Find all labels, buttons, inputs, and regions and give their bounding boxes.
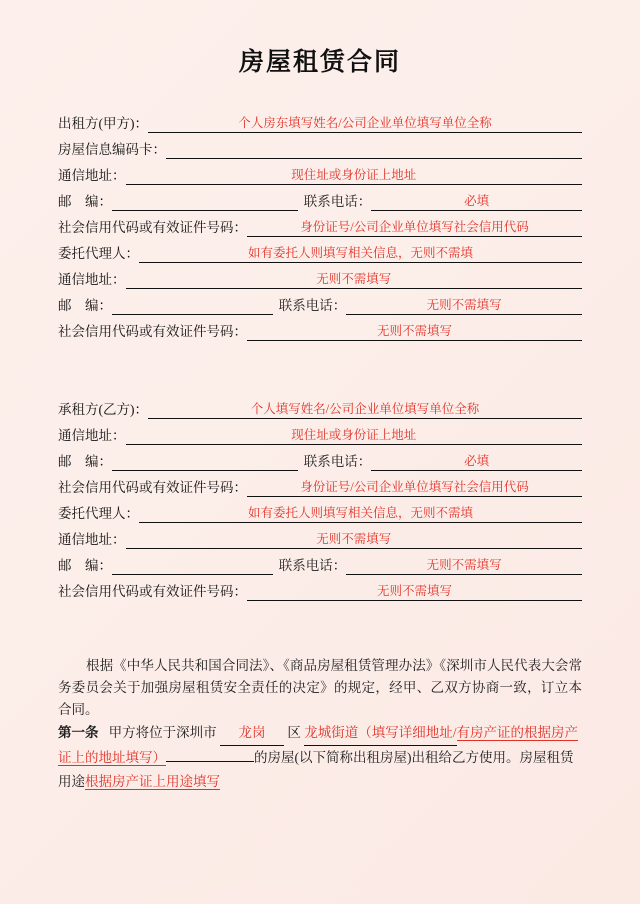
section-spacer xyxy=(58,348,582,374)
preamble-paragraph: 根据《中华人民共和国合同法》、《商品房屋租赁管理办法》《深圳市人民代表大会常务委员会关于加强房屋租赁安全责任的决定》的规定，经甲、乙双方协商一致，订立本合同。 xyxy=(58,658,582,717)
field-row-lessor-agent-address xyxy=(58,270,582,289)
field-label: 通信地址： xyxy=(58,428,126,443)
field-value-phone[interactable]: 无则不需填写 xyxy=(346,297,582,315)
field-value-postcode[interactable] xyxy=(112,209,298,211)
field-label: 邮 编： xyxy=(58,194,112,209)
field-row-lessor-agent xyxy=(58,244,582,263)
article-text-1: 甲方将位于深圳市 xyxy=(108,725,217,740)
lessee-section xyxy=(58,400,582,601)
field-value[interactable]: 个人房东填写姓名/公司企业单位填写单位全称 xyxy=(148,115,582,133)
field-value-phone[interactable]: 必填 xyxy=(371,453,582,471)
field-label: 邮 编： xyxy=(58,454,112,469)
district-blank[interactable]: 龙岗 xyxy=(220,721,284,746)
field-label: 邮 编： xyxy=(58,558,112,573)
field-row-lessee-postcode-phone xyxy=(58,452,582,471)
field-value[interactable]: 无则不需填写 xyxy=(126,271,583,289)
field-row-lessee-name xyxy=(58,400,582,419)
field-label-phone: 联系电话： xyxy=(278,558,347,573)
field-row-lessee-address xyxy=(58,426,582,445)
field-value[interactable]: 现住址或身份证上地址 xyxy=(126,167,583,185)
field-row-lessor-address xyxy=(58,166,582,185)
field-row-lessor-credit-code xyxy=(58,218,582,237)
field-value[interactable]: 个人填写姓名/公司企业单位填写单位全称 xyxy=(148,401,582,419)
field-value[interactable] xyxy=(166,157,582,159)
field-row-lessee-credit-code xyxy=(58,478,582,497)
lessor-section xyxy=(58,114,582,341)
field-label: 社会信用代码或有效证件号码： xyxy=(58,324,247,339)
street-blank[interactable]: 龙城街道（填写详细地址/ xyxy=(304,721,456,746)
field-row-house-info-card xyxy=(58,140,582,159)
field-row-lessee-agent-address xyxy=(58,530,582,549)
field-label: 社会信用代码或有效证件号码： xyxy=(58,220,247,235)
field-label: 社会信用代码或有效证件号码： xyxy=(58,480,247,495)
article-one-paragraph xyxy=(58,721,582,794)
field-value[interactable]: 身份证号/公司企业单位填写社会信用代码 xyxy=(247,219,582,237)
field-value[interactable]: 现住址或身份证上地址 xyxy=(126,427,583,445)
field-value-phone[interactable]: 必填 xyxy=(371,193,582,211)
field-label-phone: 联系电话： xyxy=(303,194,372,209)
field-value-postcode[interactable] xyxy=(112,313,273,315)
field-label: 委托代理人： xyxy=(58,246,139,261)
field-label: 通信地址： xyxy=(58,532,126,547)
usage-blank[interactable]: 根据房产证上用途填写 xyxy=(85,774,220,789)
field-row-lessor-agent-credit-code xyxy=(58,322,582,341)
field-row-lessee-agent-postcode-phone xyxy=(58,556,582,575)
field-value[interactable]: 无则不需填写 xyxy=(247,583,582,601)
address-tail-blank[interactable] xyxy=(166,761,254,762)
article-number: 第一条 xyxy=(58,725,99,740)
field-label-phone: 联系电话： xyxy=(278,298,347,313)
field-value[interactable]: 如有委托人则填写相关信息，无则不需填 xyxy=(139,505,582,523)
field-row-lessee-agent xyxy=(58,504,582,523)
field-label: 房屋信息编码卡： xyxy=(58,142,166,157)
field-label: 委托代理人： xyxy=(58,506,139,521)
field-row-lessor-agent-postcode-phone xyxy=(58,296,582,315)
article-text-3: 的房屋(以下简称出租房屋)出租给乙方使用。房屋租赁用途 xyxy=(58,750,574,789)
field-value-postcode[interactable] xyxy=(112,469,298,471)
field-label: 通信地址： xyxy=(58,272,126,287)
contract-body xyxy=(58,655,582,794)
field-value[interactable]: 无则不需填写 xyxy=(126,531,583,549)
field-row-lessor-postcode-phone xyxy=(58,192,582,211)
field-label: 承租方(乙方)： xyxy=(58,402,148,417)
field-label: 社会信用代码或有效证件号码： xyxy=(58,584,247,599)
article-text-2: 区 xyxy=(287,725,301,740)
field-row-lessee-agent-credit-code xyxy=(58,582,582,601)
field-row-lessor-name xyxy=(58,114,582,133)
page-title: 房屋租赁合同 xyxy=(238,49,401,76)
field-label: 邮 编： xyxy=(58,298,112,313)
field-value-phone[interactable]: 无则不需填写 xyxy=(346,557,582,575)
field-label: 通信地址： xyxy=(58,168,126,183)
field-value[interactable]: 无则不需填写 xyxy=(247,323,582,341)
field-value-postcode[interactable] xyxy=(112,573,273,575)
field-value[interactable]: 如有委托人则填写相关信息，无则不需填 xyxy=(139,245,582,263)
field-value[interactable]: 身份证号/公司企业单位填写社会信用代码 xyxy=(247,479,582,497)
field-label: 出租方(甲方)： xyxy=(58,116,148,131)
address-note-blank[interactable]: 有房产证的根据房产证上的地址填写） xyxy=(58,725,579,765)
field-label-phone: 联系电话： xyxy=(303,454,372,469)
